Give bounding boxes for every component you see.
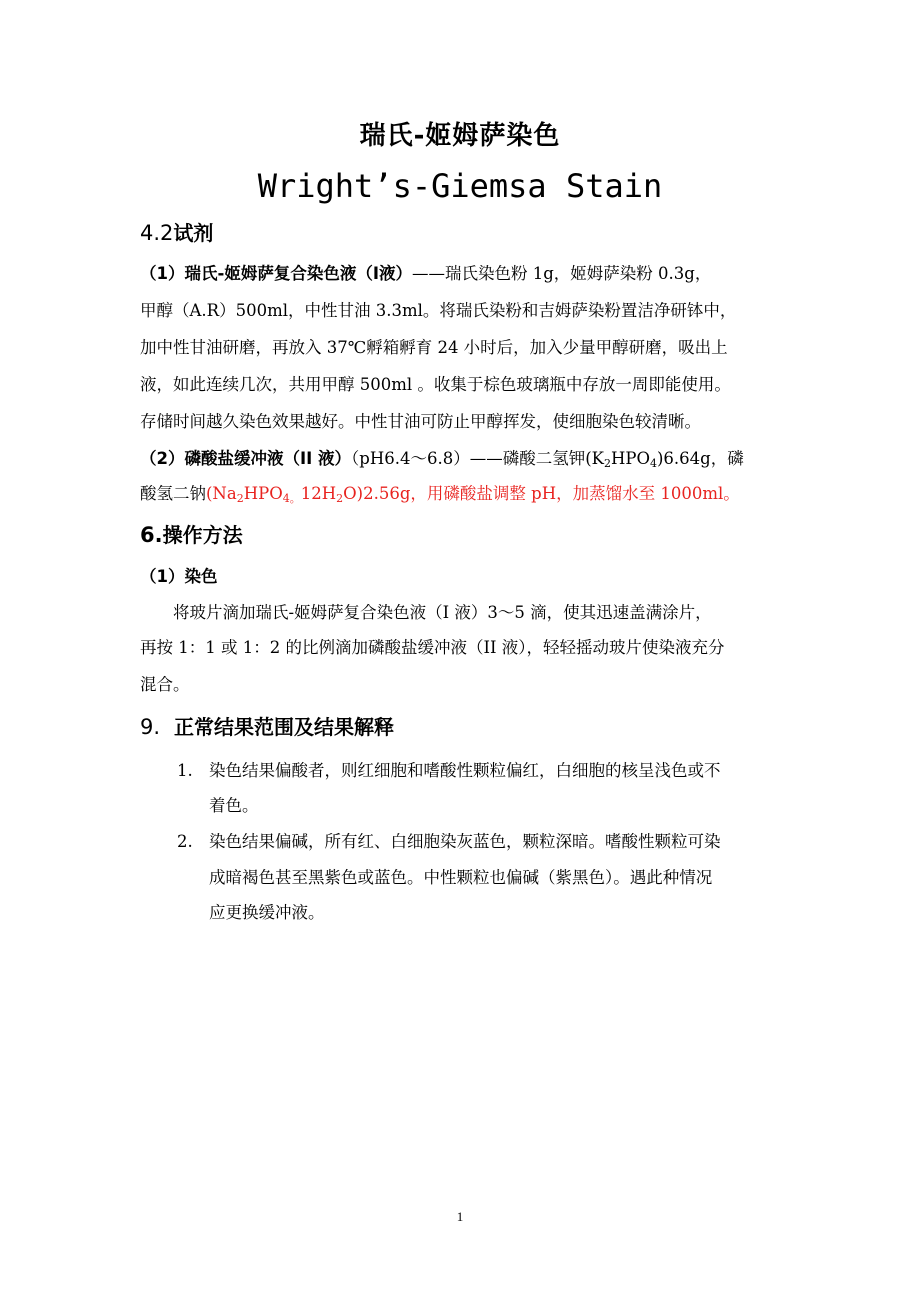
result-item-2-line-3: 应更换缓冲液。 [209, 903, 325, 922]
formula-part: 12H [300, 484, 337, 503]
section-number: 9. [140, 715, 161, 739]
highlighted-formula [206, 484, 363, 503]
method-subheading: （1）染色 [140, 567, 218, 586]
method-line-1: 将玻片滴加瑞氏-姬姆萨复合染色液（I 液）3～5 滴，使其迅速盖满涂片， [173, 603, 712, 622]
formula-part: (Na [206, 484, 237, 503]
page-number: 1 [456, 1209, 464, 1224]
method-line-2: 再按 1：1 或 1：2 的比例滴加磷酸盐缓冲液（II 液），轻轻摇动玻片使染液充分 [140, 638, 725, 657]
reagent-item-2-line-1 [140, 446, 744, 472]
document-title-chinese: 瑞氏-姬姆萨染色 [359, 121, 561, 151]
reagent-item-1-line-5: 存储时间越久染色效果越好。中性甘油可防止甲醇挥发，使细胞染色较清晰。 [140, 412, 701, 431]
reagent-item-2-amount: 2.56g， [363, 484, 427, 503]
reagent-item-2-text-d: 酸氢二钠 [140, 484, 206, 503]
subscript: 2 [603, 457, 611, 470]
reagent-item-1-text: ——瑞氏染色粉 1g，姬姆萨染粉 0.3g， [411, 264, 712, 283]
formula-part: O) [343, 484, 364, 503]
reagent-item-1-line-1 [140, 261, 711, 287]
result-item-1-line-1: 染色结果偏酸者，则红细胞和嗜酸性颗粒偏红，白细胞的核呈浅色或不 [209, 761, 721, 780]
result-item-2-line-2: 成暗褐色甚至黑紫色或蓝色。中性颗粒也偏碱（紫黑色）。遇此种情况 [209, 868, 713, 887]
reagent-item-1-line-4: 液，如此连续几次，共用甲醇 500ml 。收集于棕色玻璃瓶中存放一周即能使用。 [140, 375, 731, 394]
highlighted-instruction: 用磷酸盐调整 pH，加蒸馏水至 1000ml。 [426, 484, 740, 503]
result-item-1-number: 1. [177, 761, 193, 780]
subscript: 2 [336, 492, 344, 505]
formula-part: HPO [243, 484, 283, 503]
reagent-item-2-text-b: HPO [610, 449, 650, 468]
reagent-item-2-label: （2）磷酸盐缓冲液（II 液） [140, 449, 352, 468]
method-line-3: 混合。 [140, 675, 190, 694]
section-title: 正常结果范围及结果解释 [173, 715, 394, 739]
reagent-item-2-text-c: )6.64g，磷 [657, 449, 744, 468]
result-item-1-line-2: 着色。 [209, 796, 259, 815]
section-heading-method [140, 520, 243, 550]
reagent-item-1-line-3: 加中性甘油研磨，再放入 37℃孵箱孵育 24 小时后，加入少量甲醇研磨，吸出上 [140, 338, 728, 357]
document-title-english: Wright’s-Giemsa Stain [257, 167, 663, 205]
result-item-2-line-1: 染色结果偏碱，所有红、白细胞染灰蓝色，颗粒深暗。嗜酸性颗粒可染 [209, 832, 721, 851]
subscript: 4。 [282, 492, 301, 505]
reagent-item-1-label: （1）瑞氏-姬姆萨复合染色液（I液） [140, 264, 412, 283]
section-title: 试剂 [173, 221, 214, 245]
subscript: 4 [650, 457, 657, 470]
section-number: 4.2 [140, 221, 174, 245]
reagent-item-2-line-2 [140, 481, 740, 507]
section-heading-reagents [140, 218, 213, 248]
section-title: 操作方法 [162, 523, 243, 547]
section-number: 6. [140, 523, 163, 547]
section-heading-results [140, 712, 394, 742]
subscript: 2 [236, 492, 244, 505]
reagent-item-2-text-a: （pH6.4～6.8）——磷酸二氢钾(K [351, 449, 604, 468]
reagent-item-1-line-2: 甲醇（A.R）500ml，中性甘油 3.3ml。将瑞氏染粉和吉姆萨染粉置洁净研钵中， [140, 301, 737, 320]
result-item-2-number: 2. [177, 832, 193, 851]
